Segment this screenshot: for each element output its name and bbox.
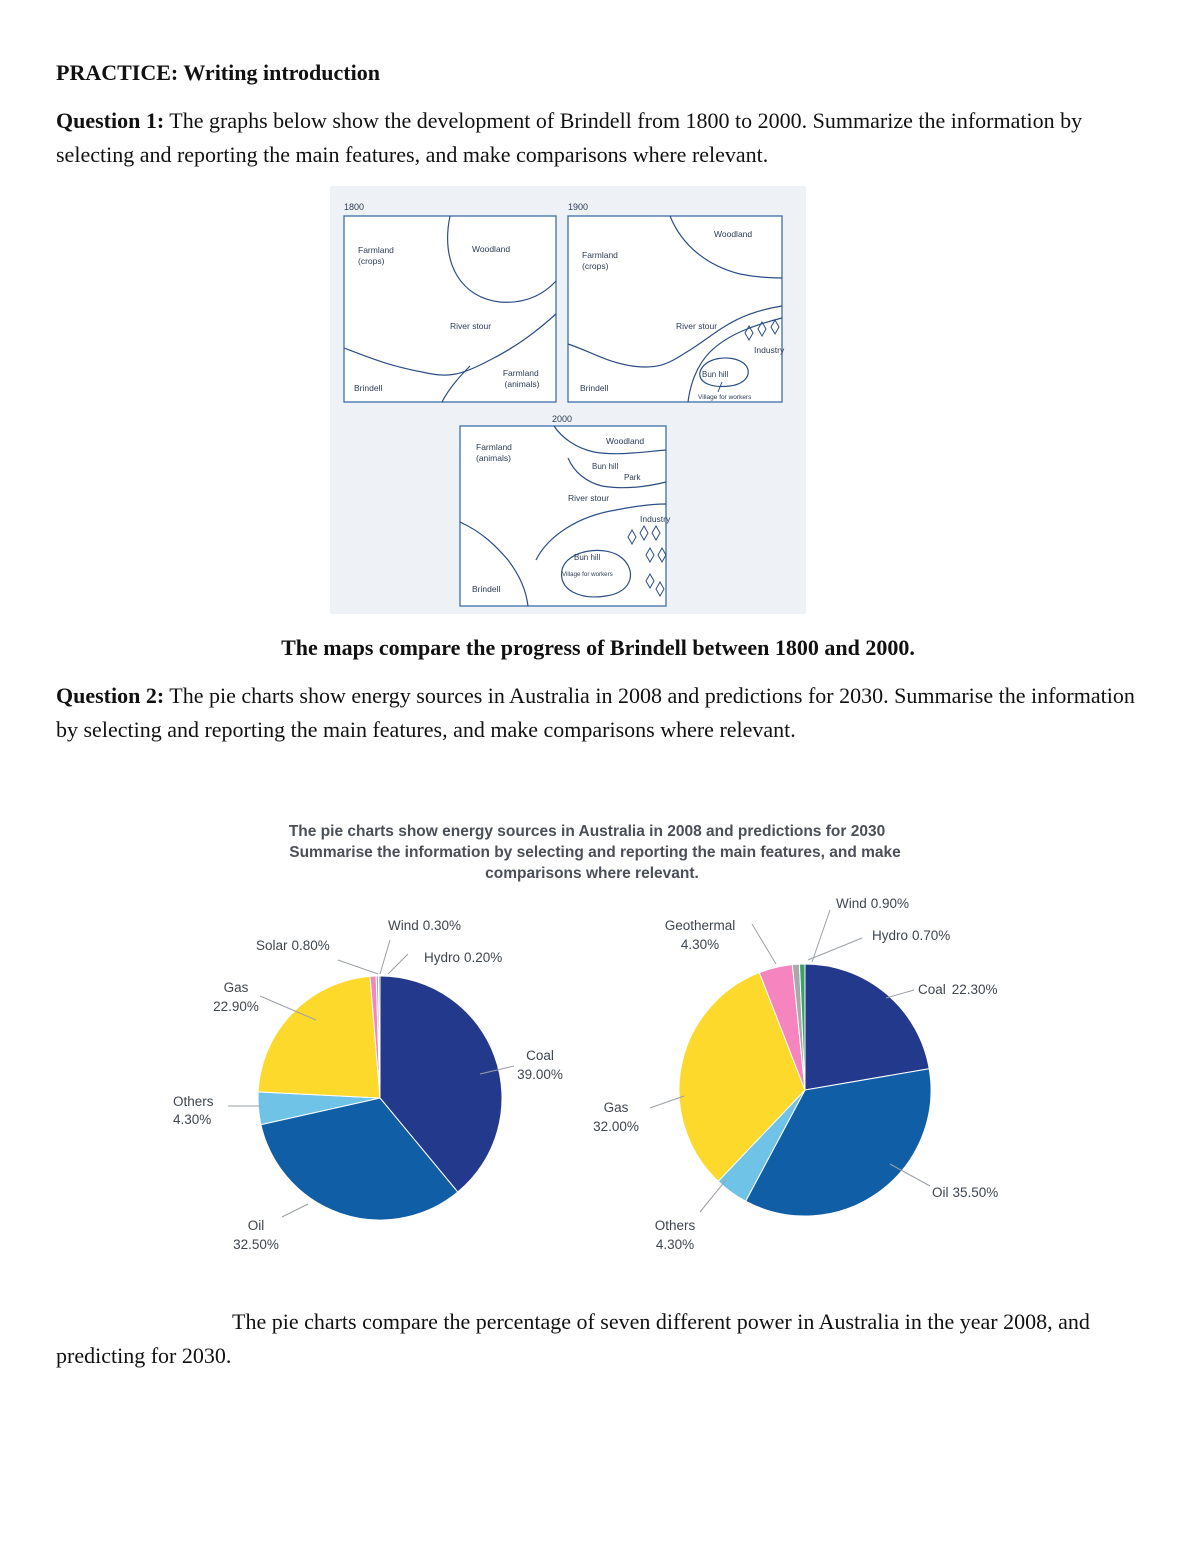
question-1-label: Question 1:: [56, 108, 165, 133]
label-2030-geothermal: Geothermal 4.30%: [664, 918, 736, 952]
map-2000: [460, 414, 671, 606]
question-2-answer: The pie charts compare the percentage of seven different power in Australia in the year 2008, and predicting for 2030.: [56, 1309, 1090, 1368]
map-2000-village: Village for workers: [562, 571, 613, 578]
label-2008-solar: Solar 0.80%: [256, 938, 330, 953]
brindell-maps-figure: [330, 186, 806, 614]
map-1900-brindell: Brindell: [580, 383, 609, 393]
maps-caption: The maps compare the progress of Brindell between 1800 and 2000.: [281, 635, 915, 660]
label-2008-coal: Coal 39.00%: [517, 1048, 563, 1082]
label-2030-oil: Oil 35.50%: [932, 1185, 999, 1200]
label-2008-gas: Gas 22.90%: [213, 980, 259, 1014]
label-2008-oil: Oil 32.50%: [233, 1218, 279, 1252]
label-2008-hydro: Hydro 0.20%: [424, 950, 503, 965]
map-1900-year: 1900: [568, 202, 589, 212]
pie-chart-2008: [258, 976, 502, 1220]
pie-2030-slice-coal: [805, 964, 929, 1090]
map-1800-farmland-animals: Farmland (animals): [502, 368, 540, 389]
map-2000-farmland-animals: Farmland (animals): [476, 442, 512, 463]
map-1800-year: 1800: [344, 202, 365, 212]
map-1900: [568, 202, 785, 402]
label-2030-wind: Wind 0.90%: [836, 896, 910, 911]
page-heading: PRACTICE: Writing introduction: [56, 60, 380, 85]
map-1900-village: Village for workers: [698, 394, 752, 401]
map-2000-brindell: Brindell: [472, 584, 501, 594]
chart-header-line-3: comparisons where relevant.: [485, 865, 699, 882]
question-1-text: The graphs below show the development of Brindell from 1800 to 2000. Summarize the information by selecting and reporting the main features, and make comparisons where relevant.: [56, 108, 1083, 167]
map-1900-bun-hill: Bun hill: [702, 370, 729, 379]
brindell-maps: [330, 186, 806, 614]
pie-2008-slice-gas: [258, 976, 380, 1098]
map-2000-bun-hill: Bun hill: [574, 553, 601, 562]
map-1800-brindell: Brindell: [354, 383, 383, 393]
pie-chart-2030: [679, 964, 931, 1216]
map-1900-river: River stour: [676, 321, 718, 331]
map-1800: [344, 202, 556, 402]
map-2000-park: Bun hill Park: [592, 462, 641, 482]
pie-charts: [160, 812, 1040, 1267]
map-1800-woodland: Woodland: [472, 244, 511, 254]
label-2030-coal: Coal 22.30%: [918, 982, 998, 997]
label-2030-others: Others 4.30%: [654, 1218, 696, 1252]
question-1: [56, 104, 1146, 172]
chart-header-line-1: The pie charts show energy sources in Australia in 2008 and predictions for 2030: [288, 823, 886, 840]
map-2000-industry: Industry: [640, 514, 671, 524]
pie-charts-figure: [160, 812, 1040, 1267]
map-2000-woodland: Woodland: [606, 436, 645, 446]
map-1900-farmland-crops: Farmland (crops): [582, 250, 618, 271]
map-1800-farmland-crops: Farmland (crops): [358, 245, 394, 266]
map-1900-woodland: Woodland: [714, 229, 753, 239]
label-2008-others: Others 4.30%: [173, 1094, 214, 1127]
map-2000-river: River stour: [568, 493, 610, 503]
chart-header-line-2: Summarise the information by selecting and reporting the main features, and make: [289, 844, 901, 861]
question-2: [56, 679, 1146, 747]
label-2030-gas: Gas 32.00%: [593, 1100, 639, 1134]
question-2-text: The pie charts show energy sources in Australia in 2008 and predictions for 2030. Summarise the information by selecting and reporting the main features, and make comparisons where relevant.: [56, 683, 1135, 742]
map-1800-river: River stour: [450, 321, 492, 331]
map-2000-year: 2000: [552, 414, 573, 424]
label-2008-wind: Wind 0.30%: [388, 918, 462, 933]
label-2030-hydro: Hydro 0.70%: [872, 928, 951, 943]
question-2-label: Question 2:: [56, 683, 165, 708]
map-1900-industry: Industry: [754, 345, 785, 355]
